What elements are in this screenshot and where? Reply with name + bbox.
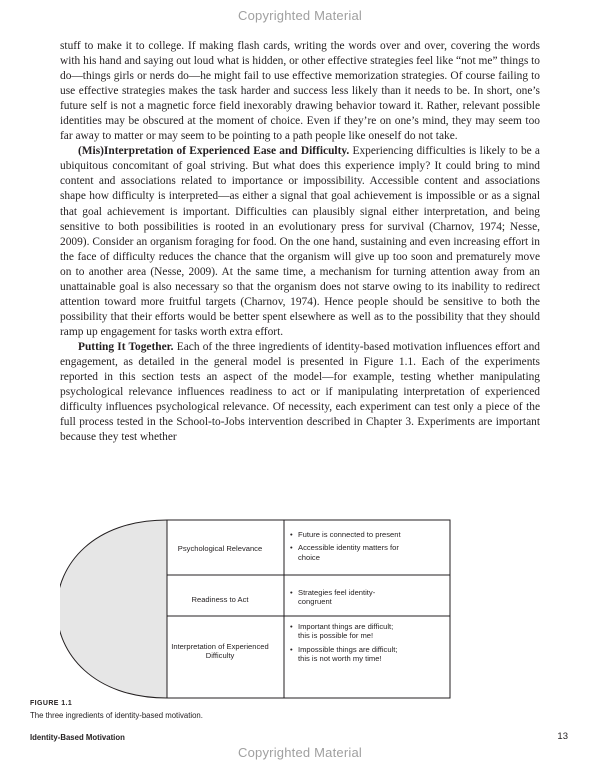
figure-1-1 xyxy=(60,518,540,700)
paragraph-2 xyxy=(60,144,540,340)
runin-heading-putting-together: Putting It Together. xyxy=(78,340,174,353)
paragraph-2-text: Experiencing difficulties is likely to be a ubiquitous concomitant of goal striving. But what does this experience imply? It could bring to mind content and associations related to importance or impossibility. Accessible content and associations shape how difficulty is interpreted—as either a signal that goal achievement is impossible or as a signal that goal achievement is important. Difficulties can plausibly signal either interpretation, and being sensitive to both possibilities is rooted in an evolutionary press for survival (Charnov, 1974; Nesse, 2009). Consider an organism foraging for food. On the one hand, sustaining and even increasing effort in the face of difficulty reduces the chance that the organism will give up too soon and prematurely move on to another area (Nesse, 2009). At the same time, a mechanism for turning attention away from an unattainable goal is also necessary so that the organism does not starve owing to its inability to redirect attention toward more fruitful targets (Charnov, 1974). Hence people should be sensitive to both the possibility that their efforts would be better spent elsewhere as well as to the possibility that they should ramp up engagement for tasks worth extra effort. xyxy=(60,145,540,338)
bullet-list-interpretation-of-difficulty xyxy=(290,622,402,668)
bullet-item: • Future is connected to present xyxy=(290,530,402,539)
bullet-item: • Strategies feel identity-congruent xyxy=(290,588,402,607)
figure-crescent-shape xyxy=(60,520,175,698)
bullet-item: • Accessible identity matters for choice xyxy=(290,543,402,562)
figure-caption-title: FIGURE 1.1 xyxy=(30,700,73,707)
bullet-item: • Impossible things are difficult; this is not worth my time! xyxy=(290,645,402,664)
copyright-watermark-bottom: Copyrighted Material xyxy=(238,745,362,760)
runin-heading-misinterpretation: (Mis)Interpretation of Experienced Ease and Difficulty. xyxy=(78,145,350,158)
paragraph-3 xyxy=(60,340,540,445)
copyright-watermark-top: Copyrighted Material xyxy=(238,8,362,23)
body-text xyxy=(60,39,540,445)
row-label-interpretation-of-difficulty: Interpretation of Experienced Difficulty xyxy=(171,642,269,661)
row-label-readiness-to-act: Readiness to Act xyxy=(191,595,249,604)
bullet-item: • Important things are difficult; this is possible for me! xyxy=(290,622,402,641)
paragraph-3-text: Each of the three ingredients of identity-based motivation influences effort and engagement, as detailed in the general model is presented in Figure 1.1. Each of the experiments reported in this section tests an aspect of the model—for example, testing whether manipulating psychological relevance influences readiness to act or if manipulating interpretation of experienced difficulty influences psychological relevance. Of necessity, each experiment can test only a piece of the full process tested in the School-to-Jobs intervention described in Chapter 3. Experiments are important because they test whether xyxy=(60,340,541,444)
bullet-list-psychological-relevance xyxy=(290,530,402,566)
running-head: Identity-Based Motivation xyxy=(30,733,125,742)
row-label-psychological-relevance: Psychological Relevance xyxy=(177,544,263,553)
figure-caption-text: The three ingredients of identity-based motivation. xyxy=(30,711,203,720)
paragraph-1: stuff to make it to college. If making flash cards, writing the words over and over, covering the words with his hand and saying out loud what is hidden, or other effective strategies feel like “not me” things to do—things girls or nerds do—he might fail to use effective memorization strategies. Of course failing to use effective strategies makes the task harder and success less likely than it needs to be. In short, one’s future self is not a magnetic force field inexorably drawing behavior toward it. Rather, relevant possible identities may be obscured at the moment of choice. Even if they’re on one’s mind, they may seem too far away to matter or may seem to be pointing to a path people like oneself do not take. xyxy=(60,40,540,143)
page-number: 13 xyxy=(557,731,568,742)
bullet-list-readiness-to-act xyxy=(290,588,402,611)
